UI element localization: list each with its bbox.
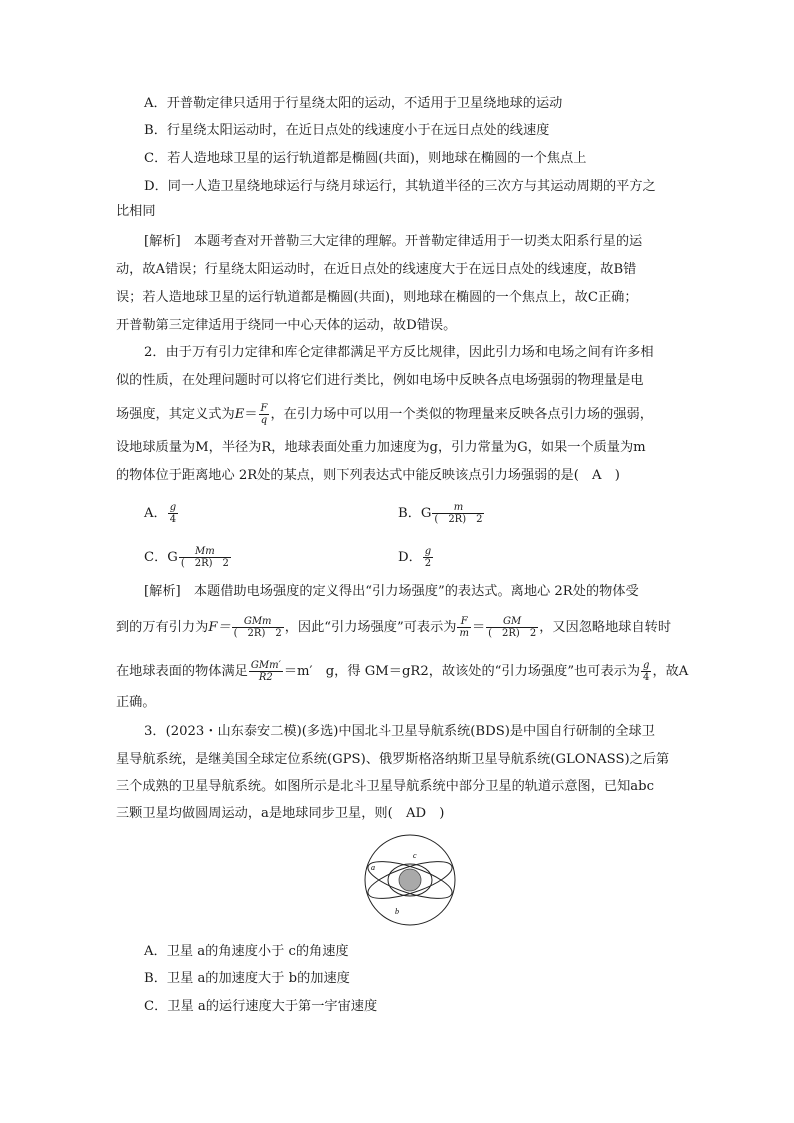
q1-analysis-line: 开普勒第三定律适用于绕同一中心天体的运动，故D错误。 <box>116 318 457 333</box>
earth <box>399 869 421 891</box>
q2-analysis-line-formula: 到的万有引力为F＝ $\frac{\text{GMm}}{( 2R) 2}$ ，因此“引力场强度”可表示为 $\frac{F}{m}$ ＝ $\frac{GM}{( 2R) 2}$ ，又因忽略地球自转时 <box>116 616 672 639</box>
q1-option-d-cont: 比相同 <box>116 204 156 219</box>
q2-analysis-line: [解析] 本题借助电场强度的定义得出“引力场强度”的表达式。离地心 2R处的物体受 <box>144 584 639 599</box>
q2-analysis-line: 正确。 <box>116 695 156 710</box>
q1-option-c: C．若人造地球卫星的运行轨道都是椭圆(共面)，则地球在椭圆的一个焦点上 <box>144 151 587 166</box>
q2-option-b: B．G $\frac{m}{( 2R) 2}$ <box>398 502 483 525</box>
q2-option-d: D． $\frac{g}{2}$ <box>398 546 432 569</box>
q3-stem-line: 星导航系统，是继美国全球定位系统(GPS)、俄罗斯格洛纳斯卫星导航系统(GLONASS)之后第 <box>116 752 670 767</box>
q3-option-c: C．卫星 a的运行速度大于第一宇宙速度 <box>144 999 378 1014</box>
q2-stem-line-formula: 场强度，其定义式为E＝ $\frac{F}{q}$ ，在引力场中可以用一个类似的物理量来反映各点引力场的强弱， <box>116 403 653 426</box>
q3-stem-line: 三颗卫星均做圆周运动，a是地球同步卫星，则( AD ) <box>116 806 445 821</box>
q1-option-d: D．同一人造卫星绕地球运行与绕月球运行，其轨道半径的三次方与其运动周期的平方之 <box>144 179 656 194</box>
q2-stem-line: 设地球质量为M，半径为R，地球表面处重力加速度为g，引力常量为G，如果一个质量为m <box>116 440 646 455</box>
q3-stem-line: 三个成熟的卫星导航系统。如图所示是北斗卫星导航系统中部分卫星的轨道示意图，已知abc <box>116 779 654 794</box>
q2-option-c: C．G $\frac{Mm}{( 2R) 2}$ <box>144 546 229 569</box>
label-a: a <box>371 863 375 872</box>
label-b: b <box>395 907 399 916</box>
q2-analysis-line-formula: 在地球表面的物体满足 $\frac{\text{GMm′}}{R2}$ ＝m′ g，得 GM＝gR2，故该处的“引力场强度”也可表示为 $\frac{g}{4}$ ，故A <box>116 660 689 683</box>
q3-option-b: B．卫星 a的加速度大于 b的加速度 <box>144 971 350 986</box>
field-fraction: $\frac{F}{q}$ <box>260 403 268 426</box>
satellite-orbit-diagram <box>360 828 460 932</box>
q3-stem-line: 3．(2023・山东泰安二模)(多选)中国北斗卫星导航系统(BDS)是中国自行研制的全球卫 <box>144 724 655 739</box>
q1-option-b: B．行星绕太阳运动时，在近日点处的线速度小于在远日点处的线速度 <box>144 123 550 138</box>
q2-stem-line: 似的性质，在处理问题时可以将它们进行类比，例如电场中反映各点电场强弱的物理量是电 <box>116 373 644 388</box>
q1-analysis-line: 动，故A错误；行星绕太阳运动时，在近日点处的线速度大于在远日点处的线速度，故B错 <box>116 262 637 277</box>
label-c: c <box>413 851 417 860</box>
q2-stem-line: 2．由于万有引力定律和库仑定律都满足平方反比规律，因此引力场和电场之间有许多相 <box>144 345 654 360</box>
q2-stem-line: 的物体位于距离地心 2R处的某点，则下列表达式中能反映该点引力场强弱的是( A ) <box>116 468 620 483</box>
q1-analysis-line: 误；若人造地球卫星的运行轨道都是椭圆(共面)，则地球在椭圆的一个焦点上，故C正确； <box>116 290 638 305</box>
q3-option-a: A．卫星 a的角速度小于 c的角速度 <box>144 944 349 959</box>
q1-option-a: A．开普勒定律只适用于行星绕太阳的运动，不适用于卫星绕地球的运动 <box>144 96 563 111</box>
q2-option-a: A． $\frac{g}{4}$ <box>144 502 177 525</box>
q1-analysis-line: [解析] 本题考查对开普勒三大定律的理解。开普勒定律适用于一切类太阳系行星的运 <box>144 234 643 249</box>
